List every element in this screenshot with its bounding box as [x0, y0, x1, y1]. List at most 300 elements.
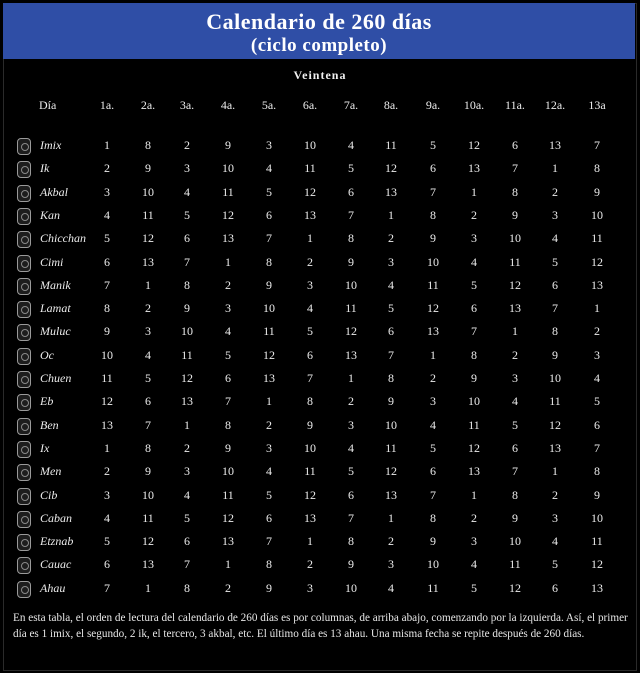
- table-cell: 11: [101, 371, 113, 385]
- table-cell: 10: [304, 138, 316, 152]
- day-name: Ahau: [40, 580, 66, 595]
- table-cell: 9: [266, 580, 272, 595]
- table-cell: 6: [266, 510, 272, 525]
- table-cell: 3: [184, 161, 190, 176]
- table-cell: 5: [512, 417, 518, 432]
- table-cell: 11: [591, 231, 603, 246]
- table-cell: 1: [471, 487, 477, 502]
- footnote: En esta tabla, el orden de lectura del calendario de 260 días es por columnas, de arriba abajo, comenzando por la izquierda. Así, el primer día es 1 imix, el segundo, 2 ik, el tercero, 3 akbal, etc. El último día es 13 ahau. Una misma fecha se repite después de 260 días.: [13, 612, 628, 640]
- table-cell: 2: [184, 138, 190, 152]
- table-cell: 4: [388, 277, 394, 292]
- table-cell: 7: [348, 510, 354, 525]
- table-cell: 13: [427, 324, 439, 339]
- table-cell: 10: [263, 301, 275, 316]
- table-cell: 9: [471, 371, 477, 385]
- table-row: [0, 322, 640, 345]
- table-cell: 11: [509, 557, 521, 572]
- table-cell: 4: [104, 510, 110, 525]
- veintena-column-header: 1a.: [99, 98, 115, 112]
- table-row: [0, 462, 640, 485]
- table-cell: 10: [591, 510, 603, 525]
- men-glyph-icon: [17, 464, 31, 481]
- table-cell: 2: [348, 394, 354, 409]
- table-cell: 9: [594, 184, 600, 199]
- table-cell: 8: [184, 580, 190, 595]
- table-cell: 4: [430, 417, 436, 432]
- table-cell: 5: [348, 464, 354, 479]
- chuen-glyph-icon: [17, 371, 31, 388]
- table-cell: 6: [430, 161, 436, 176]
- table-cell: 8: [430, 510, 436, 525]
- table-cell: 1: [145, 580, 151, 595]
- table-row: [0, 299, 640, 322]
- table-cell: 6: [552, 277, 558, 292]
- table-cell: 3: [307, 277, 313, 292]
- table-cell: 2: [471, 207, 477, 222]
- table-cell: 8: [266, 557, 272, 572]
- table-cell: 1: [225, 254, 231, 269]
- table-cell: 9: [552, 347, 558, 362]
- table-cell: 9: [225, 440, 231, 455]
- table-cell: 10: [181, 324, 193, 339]
- table-cell: 2: [552, 487, 558, 502]
- table-cell: 12: [468, 440, 480, 455]
- table-cell: 6: [145, 394, 151, 409]
- table-cell: 11: [181, 347, 193, 362]
- veintena-column-header: 7a.: [343, 98, 359, 112]
- table-cell: 7: [266, 534, 272, 549]
- table-cell: 6: [266, 207, 272, 222]
- table-cell: 2: [266, 417, 272, 432]
- table-cell: 3: [552, 510, 558, 525]
- table-cell: 10: [509, 534, 521, 549]
- table-cell: 13: [591, 277, 603, 292]
- table-cell: 10: [549, 371, 561, 385]
- table-cell: 13: [468, 464, 480, 479]
- table-cell: 11: [142, 510, 154, 525]
- table-cell: 1: [307, 534, 313, 549]
- table-cell: 6: [594, 417, 600, 432]
- table-cell: 4: [104, 207, 110, 222]
- table-row: [0, 532, 640, 555]
- table-cell: 3: [471, 534, 477, 549]
- table-cell: 1: [307, 231, 313, 246]
- table-cell: 6: [104, 254, 110, 269]
- table-cell: 5: [225, 347, 231, 362]
- table-cell: 5: [471, 580, 477, 595]
- table-cell: 13: [509, 301, 521, 316]
- table-cell: 11: [304, 161, 316, 176]
- table-cell: 8: [348, 534, 354, 549]
- table-cell: 13: [101, 417, 113, 432]
- day-column-header: Día: [39, 98, 57, 112]
- ben-glyph-icon: [17, 418, 31, 435]
- table-cell: 7: [512, 464, 518, 479]
- table-cell: 1: [430, 347, 436, 362]
- table-cell: 7: [104, 277, 110, 292]
- table-cell: 7: [104, 580, 110, 595]
- table-cell: 13: [304, 510, 316, 525]
- table-cell: 1: [552, 161, 558, 176]
- table-cell: 3: [388, 557, 394, 572]
- table-cell: 4: [512, 394, 518, 409]
- akbal-glyph-icon: [17, 185, 31, 202]
- veintena-column-header: 6a.: [302, 98, 318, 112]
- table-cell: 9: [348, 254, 354, 269]
- eb-glyph-icon: [17, 394, 31, 411]
- table-cell: 12: [101, 394, 113, 409]
- chicchan-glyph-icon: [17, 231, 31, 248]
- day-name: Akbal: [40, 184, 68, 199]
- table-cell: 3: [594, 347, 600, 362]
- table-cell: 2: [430, 371, 436, 385]
- table-cell: 1: [104, 440, 110, 455]
- veintena-column-header: 5a.: [261, 98, 277, 112]
- day-name: Manik: [40, 277, 71, 292]
- table-cell: 13: [181, 394, 193, 409]
- table-cell: 10: [427, 557, 439, 572]
- table-cell: 12: [142, 534, 154, 549]
- day-name: Cimi: [40, 254, 64, 269]
- table-cell: 8: [348, 231, 354, 246]
- table-cell: 8: [307, 394, 313, 409]
- oc-glyph-icon: [17, 348, 31, 365]
- table-cell: 13: [549, 138, 561, 152]
- table-cell: 2: [307, 254, 313, 269]
- cimi-glyph-icon: [17, 255, 31, 272]
- table-cell: 3: [348, 417, 354, 432]
- table-cell: 5: [348, 161, 354, 176]
- table-cell: 1: [512, 324, 518, 339]
- day-name: Ik: [40, 161, 50, 176]
- table-cell: 2: [594, 324, 600, 339]
- table-cell: 12: [549, 417, 561, 432]
- table-cell: 13: [468, 161, 480, 176]
- table-cell: 1: [388, 207, 394, 222]
- table-cell: 9: [184, 301, 190, 316]
- table-cell: 12: [385, 464, 397, 479]
- table-cell: 5: [430, 138, 436, 152]
- table-row: [0, 486, 640, 509]
- table-cell: 1: [471, 184, 477, 199]
- table-row: [0, 346, 640, 369]
- table-cell: 12: [142, 231, 154, 246]
- table-cell: 2: [388, 231, 394, 246]
- table-cell: 5: [307, 324, 313, 339]
- table-cell: 10: [142, 487, 154, 502]
- table-cell: 2: [104, 464, 110, 479]
- table-cell: 7: [307, 371, 313, 385]
- table-cell: 11: [468, 417, 480, 432]
- table-cell: 1: [184, 417, 190, 432]
- table-cell: 11: [385, 440, 397, 455]
- table-cell: 5: [430, 440, 436, 455]
- table-cell: 4: [184, 487, 190, 502]
- table-cell: 12: [591, 254, 603, 269]
- table-cell: 9: [430, 231, 436, 246]
- table-cell: 2: [184, 440, 190, 455]
- table-cell: 4: [552, 534, 558, 549]
- table-cell: 12: [304, 184, 316, 199]
- table-cell: 5: [184, 207, 190, 222]
- table-cell: 2: [471, 510, 477, 525]
- table-cell: 4: [145, 347, 151, 362]
- table-cell: 7: [471, 324, 477, 339]
- caban-glyph-icon: [17, 511, 31, 528]
- table-cell: 12: [304, 487, 316, 502]
- table-cell: 5: [266, 487, 272, 502]
- veintena-column-header: 10a.: [463, 98, 485, 112]
- table-cell: 1: [594, 301, 600, 316]
- veintena-column-header: 4a.: [220, 98, 236, 112]
- table-cell: 5: [594, 394, 600, 409]
- table-cell: 3: [266, 440, 272, 455]
- table-cell: 13: [385, 184, 397, 199]
- table-row: [0, 555, 640, 578]
- table-cell: 3: [552, 207, 558, 222]
- table-cell: 13: [345, 347, 357, 362]
- table-cell: 10: [222, 161, 234, 176]
- table-cell: 8: [266, 254, 272, 269]
- table-cell: 12: [181, 371, 193, 385]
- table-cell: 5: [471, 277, 477, 292]
- table-cell: 9: [145, 464, 151, 479]
- table-cell: 13: [385, 487, 397, 502]
- table-cell: 8: [594, 464, 600, 479]
- veintena-column-header: 12a.: [544, 98, 566, 112]
- kan-glyph-icon: [17, 208, 31, 225]
- table-cell: 9: [512, 207, 518, 222]
- day-name: Men: [40, 464, 62, 479]
- veintena-column-header: 13a: [588, 98, 606, 112]
- table-cell: 6: [512, 138, 518, 152]
- table-cell: 1: [266, 394, 272, 409]
- table-cell: 12: [427, 301, 439, 316]
- table-cell: 10: [427, 254, 439, 269]
- day-name: Kan: [40, 207, 61, 222]
- table-cell: 2: [552, 184, 558, 199]
- table-row: [0, 159, 640, 182]
- table-cell: 5: [145, 371, 151, 385]
- table-cell: 4: [471, 254, 477, 269]
- table-cell: 8: [225, 417, 231, 432]
- table-cell: 9: [225, 138, 231, 152]
- table-cell: 7: [552, 301, 558, 316]
- day-name: Etznab: [40, 534, 74, 549]
- day-name: Cauac: [40, 557, 72, 572]
- table-cell: 12: [345, 324, 357, 339]
- table-row: [0, 253, 640, 276]
- veintena-group-label: Veintena: [293, 68, 347, 82]
- table-cell: 3: [471, 231, 477, 246]
- table-cell: 1: [225, 557, 231, 572]
- day-name: Oc: [40, 347, 54, 362]
- day-name: Muluc: [40, 324, 71, 339]
- table-cell: 12: [222, 207, 234, 222]
- table-cell: 9: [388, 394, 394, 409]
- table-cell: 8: [512, 184, 518, 199]
- table-cell: 7: [145, 417, 151, 432]
- lamat-glyph-icon: [17, 301, 31, 318]
- table-cell: 3: [225, 301, 231, 316]
- table-cell: 8: [512, 487, 518, 502]
- muluc-glyph-icon: [17, 324, 31, 341]
- table-cell: 13: [222, 231, 234, 246]
- table-row: [0, 206, 640, 229]
- table-cell: 12: [591, 557, 603, 572]
- day-name: Ben: [40, 417, 59, 432]
- table-cell: 7: [225, 394, 231, 409]
- table-cell: 3: [512, 371, 518, 385]
- table-cell: 12: [222, 510, 234, 525]
- table-cell: 11: [263, 324, 275, 339]
- table-cell: 5: [552, 557, 558, 572]
- table-cell: 12: [509, 277, 521, 292]
- table-cell: 11: [509, 254, 521, 269]
- table-row: [0, 229, 640, 252]
- table-cell: 11: [385, 138, 397, 152]
- table-cell: 4: [266, 161, 272, 176]
- table-cell: 7: [594, 138, 600, 152]
- table-cell: 5: [104, 231, 110, 246]
- table-cell: 5: [104, 534, 110, 549]
- day-name: Caban: [40, 510, 73, 525]
- day-name: Chicchan: [40, 231, 86, 246]
- table-cell: 11: [304, 464, 316, 479]
- table-cell: 13: [263, 371, 275, 385]
- table-cell: 9: [307, 417, 313, 432]
- table-cell: 6: [388, 324, 394, 339]
- cauac-glyph-icon: [17, 557, 31, 574]
- table-cell: 13: [591, 580, 603, 595]
- table-cell: 12: [263, 347, 275, 362]
- day-name: Cib: [40, 487, 58, 502]
- table-cell: 5: [184, 510, 190, 525]
- table-cell: 10: [591, 207, 603, 222]
- table-cell: 11: [549, 394, 561, 409]
- table-cell: 6: [307, 347, 313, 362]
- table-cell: 7: [184, 557, 190, 572]
- table-cell: 12: [385, 161, 397, 176]
- table-cell: 4: [266, 464, 272, 479]
- table-cell: 3: [307, 580, 313, 595]
- table-cell: 4: [348, 440, 354, 455]
- table-row: [0, 439, 640, 462]
- table-cell: 3: [104, 487, 110, 502]
- table-cell: 3: [145, 324, 151, 339]
- table-cell: 3: [104, 184, 110, 199]
- ahau-glyph-icon: [17, 581, 31, 598]
- table-cell: 6: [348, 487, 354, 502]
- table-cell: 11: [427, 277, 439, 292]
- table-cell: 4: [184, 184, 190, 199]
- table-cell: 9: [266, 277, 272, 292]
- table-cell: 3: [430, 394, 436, 409]
- table-cell: 2: [307, 557, 313, 572]
- table-cell: 7: [388, 347, 394, 362]
- table-cell: 9: [594, 487, 600, 502]
- table-cell: 7: [266, 231, 272, 246]
- table-cell: 8: [430, 207, 436, 222]
- table-cell: 11: [222, 184, 234, 199]
- table-cell: 9: [430, 534, 436, 549]
- table-cell: 13: [142, 254, 154, 269]
- table-cell: 8: [145, 138, 151, 152]
- table-cell: 6: [512, 440, 518, 455]
- table-cell: 10: [385, 417, 397, 432]
- table-cell: 10: [345, 580, 357, 595]
- day-name: Lamat: [40, 301, 71, 316]
- table-row: [0, 416, 640, 439]
- table-row: [0, 369, 640, 392]
- table-cell: 4: [348, 138, 354, 152]
- table-cell: 4: [471, 557, 477, 572]
- day-name: Imix: [40, 138, 62, 152]
- table-cell: 4: [552, 231, 558, 246]
- table-cell: 13: [549, 440, 561, 455]
- table-cell: 4: [225, 324, 231, 339]
- table-cell: 6: [471, 301, 477, 316]
- table-cell: 12: [468, 138, 480, 152]
- table-cell: 7: [430, 184, 436, 199]
- table-cell: 10: [468, 394, 480, 409]
- table-cell: 2: [225, 277, 231, 292]
- table-cell: 10: [304, 440, 316, 455]
- table-cell: 10: [345, 277, 357, 292]
- table-cell: 8: [388, 371, 394, 385]
- table-cell: 4: [388, 580, 394, 595]
- table-cell: 11: [222, 487, 234, 502]
- table-cell: 8: [552, 324, 558, 339]
- table-cell: 3: [388, 254, 394, 269]
- manik-glyph-icon: [17, 278, 31, 295]
- table-row: [0, 183, 640, 206]
- table-cell: 10: [509, 231, 521, 246]
- cib-glyph-icon: [17, 488, 31, 505]
- table-cell: 2: [388, 534, 394, 549]
- imix-glyph-icon: [17, 138, 31, 155]
- table-cell: 6: [225, 371, 231, 385]
- table-cell: 13: [222, 534, 234, 549]
- day-name: Eb: [40, 394, 54, 409]
- table-cell: 1: [145, 277, 151, 292]
- page-title: Calendario de 260 días: [206, 9, 432, 34]
- table-cell: 4: [307, 301, 313, 316]
- table-cell: 7: [594, 440, 600, 455]
- table-cell: 7: [348, 207, 354, 222]
- table-cell: 1: [348, 371, 354, 385]
- table-cell: 5: [266, 184, 272, 199]
- table-cell: 8: [104, 301, 110, 316]
- table-cell: 9: [104, 324, 110, 339]
- ik-glyph-icon: [17, 161, 31, 178]
- table-cell: 11: [345, 301, 357, 316]
- table-cell: 4: [594, 371, 600, 385]
- table-cell: 6: [348, 184, 354, 199]
- table-cell: 7: [430, 487, 436, 502]
- table-cell: 13: [142, 557, 154, 572]
- table-cell: 11: [591, 534, 603, 549]
- table-cell: 8: [594, 161, 600, 176]
- table-cell: 3: [184, 464, 190, 479]
- table-cell: 10: [101, 347, 113, 362]
- table-cell: 6: [184, 231, 190, 246]
- day-name: Chuen: [40, 371, 72, 385]
- table-cell: 6: [184, 534, 190, 549]
- table-cell: 10: [142, 184, 154, 199]
- table-row: [0, 136, 640, 159]
- veintena-column-header: 8a.: [383, 98, 399, 112]
